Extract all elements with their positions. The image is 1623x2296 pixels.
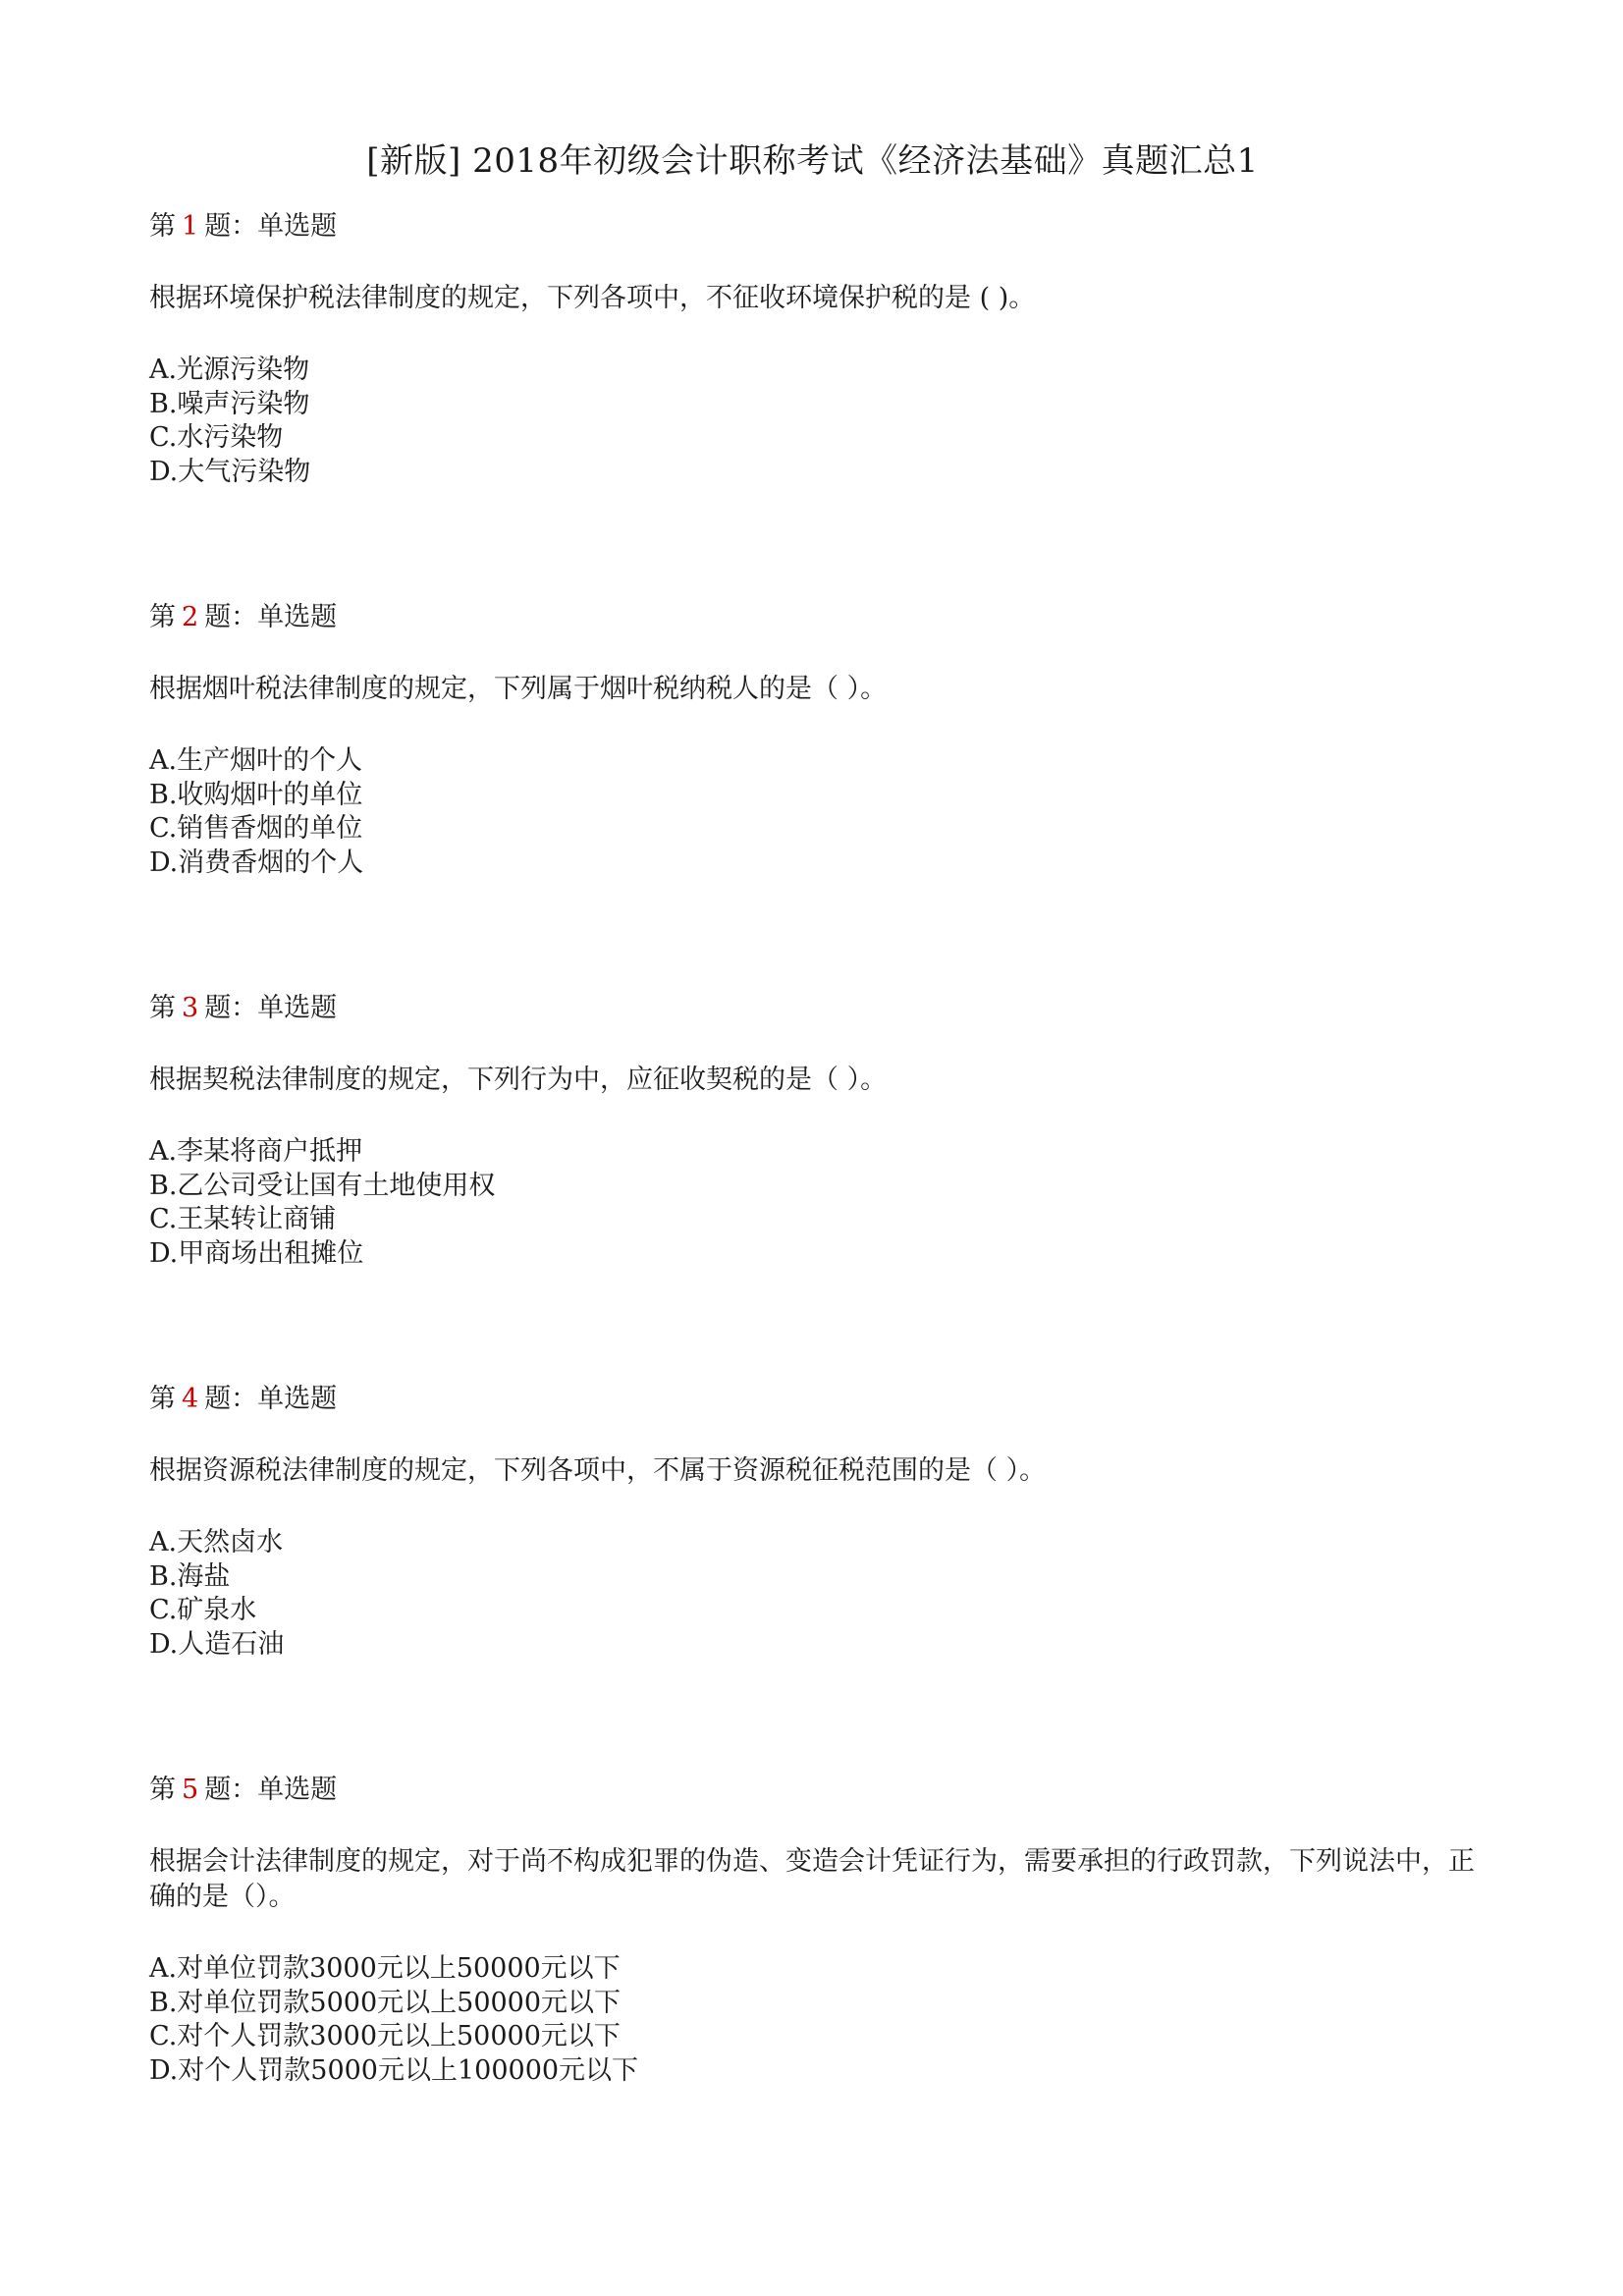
option-a: A.天然卤水 <box>149 1527 284 1558</box>
option-list <box>149 354 1476 489</box>
option-c: C.水污染物 <box>149 422 284 453</box>
question-stem: 根据烟叶税法律制度的规定，下列属于烟叶税纳税人的是（ ）。 <box>149 674 888 704</box>
option-c: C.王某转让商铺 <box>149 1204 337 1234</box>
option-b: B.乙公司受让国有土地使用权 <box>149 1170 496 1201</box>
document-title: [新版] 2018年初级会计职称考试《经济法基础》真题汇总1 <box>366 141 1259 181</box>
question-type: 题：单选题 <box>204 1384 338 1414</box>
option-d: D.消费香烟的个人 <box>149 847 364 878</box>
option-c: C.矿泉水 <box>149 1595 257 1625</box>
question-1 <box>149 210 1476 601</box>
question-stem: 根据资源税法律制度的规定，下列各项中，不属于资源税征税范围的是（ ）。 <box>149 1455 1047 1486</box>
question-prefix: 第 <box>149 1775 176 1805</box>
question-header <box>149 992 1476 1025</box>
question-stem: 根据环境保护税法律制度的规定，下列各项中，不征收环境保护税的是 ( )。 <box>149 283 1036 313</box>
question-number: 4 <box>182 1384 199 1414</box>
option-a: A.光源污染物 <box>149 355 310 385</box>
question-type: 题：单选题 <box>204 211 338 242</box>
option-c: C.销售香烟的单位 <box>149 813 363 844</box>
option-a: A.李某将商户抵押 <box>149 1136 363 1167</box>
question-type: 题：单选题 <box>204 1775 338 1805</box>
option-b: B.海盐 <box>149 1560 231 1592</box>
question-header <box>149 601 1476 634</box>
question-prefix: 第 <box>149 602 176 632</box>
option-d: D.对个人罚款5000元以上100000元以下 <box>149 2054 639 2086</box>
question-4 <box>149 1383 1476 1774</box>
question-prefix: 第 <box>149 211 176 242</box>
option-b: B.对单位罚款5000元以上50000元以下 <box>149 1987 622 2018</box>
option-c: C.对个人罚款3000元以上50000元以下 <box>149 2021 621 2051</box>
option-list <box>149 744 1476 880</box>
option-list <box>149 1952 1476 2088</box>
option-list <box>149 1526 1476 1662</box>
question-type: 题：单选题 <box>204 993 338 1023</box>
question-stem: 根据契税法律制度的规定，下列行为中，应征收契税的是（ ）。 <box>149 1065 888 1095</box>
question-header <box>149 210 1476 244</box>
question-prefix: 第 <box>149 993 176 1023</box>
option-a: A.生产烟叶的个人 <box>149 745 363 776</box>
option-b: B.收购烟叶的单位 <box>149 779 363 810</box>
option-list <box>149 1135 1476 1271</box>
option-d: D.人造石油 <box>149 1628 285 1660</box>
question-number: 2 <box>182 602 199 632</box>
question-header <box>149 1383 1476 1416</box>
question-header <box>149 1774 1476 1807</box>
option-a: A.对单位罚款3000元以上50000元以下 <box>149 1953 621 1984</box>
question-number: 5 <box>182 1775 199 1805</box>
question-5 <box>149 1774 1476 2164</box>
question-type: 题：单选题 <box>204 602 338 632</box>
option-d: D.大气污染物 <box>149 456 311 487</box>
question-2 <box>149 601 1476 992</box>
question-number: 1 <box>182 211 199 242</box>
question-stem: 根据会计法律制度的规定，对于尚不构成犯罪的伪造、变造会计凭证行为，需要承担的行政罚款，下列说法中，正确的是（）。 <box>149 1846 1475 1912</box>
option-b: B.噪声污染物 <box>149 388 310 419</box>
option-d: D.甲商场出租摊位 <box>149 1237 364 1269</box>
question-number: 3 <box>182 993 199 1023</box>
question-3 <box>149 992 1476 1383</box>
question-prefix: 第 <box>149 1384 176 1414</box>
